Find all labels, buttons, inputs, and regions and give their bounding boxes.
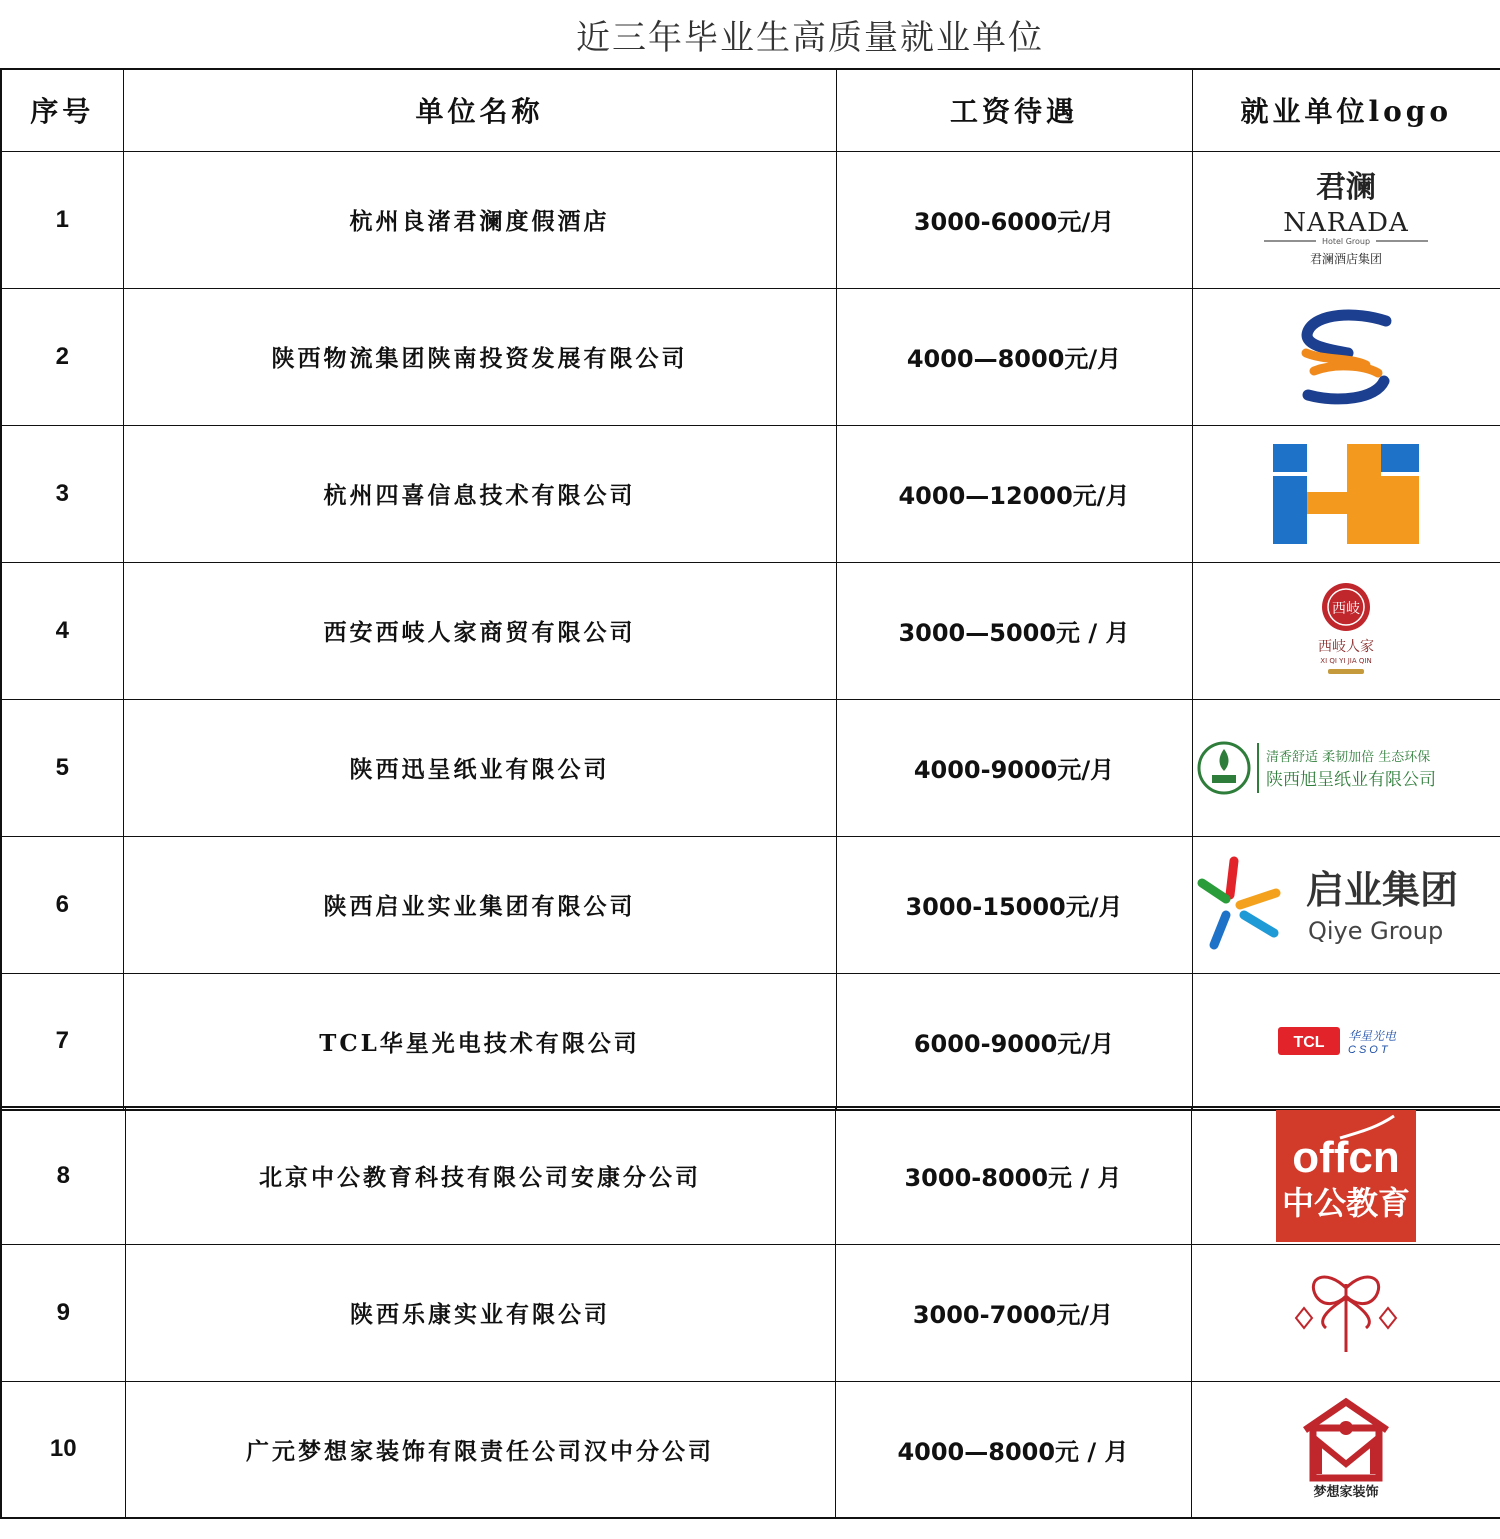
company-name: 陕西乐康实业有限公司 — [125, 1244, 835, 1381]
company-name: 陕西物流集团陕南投资发展有限公司 — [123, 288, 836, 425]
header-pay: 工资待遇 — [836, 69, 1192, 151]
logo-cell — [1192, 288, 1500, 425]
salary: 3000-8000元 / 月 — [835, 1107, 1191, 1244]
row-number: 6 — [1, 836, 123, 973]
logo-cell — [1192, 973, 1500, 1110]
logo-text: 君澜 — [1316, 169, 1377, 205]
logo-text: CSOT — [1348, 1044, 1391, 1057]
salary: 4000—8000元 / 月 — [835, 1381, 1191, 1518]
logo-text: NARADA — [1283, 207, 1410, 238]
logo-text: 中公教育 — [1281, 1183, 1410, 1222]
table-row — [1, 699, 1500, 836]
logo-cell — [1192, 151, 1500, 288]
salary: 6000-9000元/月 — [836, 973, 1192, 1110]
logo-cell — [1191, 1244, 1500, 1381]
salary: 3000-7000元/月 — [835, 1244, 1191, 1381]
logo-text: 西岐人家 — [1318, 638, 1375, 655]
header-logo: 就业单位logo — [1192, 69, 1500, 151]
row-number: 5 — [1, 699, 123, 836]
row-number: 3 — [1, 425, 123, 562]
salary: 4000—8000元/月 — [836, 288, 1192, 425]
table-row — [1, 1107, 1500, 1244]
logo-text: TCL — [1293, 1034, 1325, 1052]
header-no: 序号 — [1, 69, 123, 151]
narada-logo-icon — [1246, 165, 1446, 275]
logo-text: 梦想家装饰 — [1313, 1485, 1379, 1501]
table-row — [1, 151, 1500, 288]
logo-cell — [1191, 1107, 1500, 1244]
logo-text: 陕西旭呈纸业有限公司 — [1266, 769, 1437, 790]
company-name: TCL华星光电技术有限公司 — [123, 973, 836, 1110]
table-row — [1, 1244, 1500, 1381]
logo-text: 启业集团 — [1306, 867, 1459, 912]
logo-text: offcn — [1291, 1132, 1400, 1182]
logo-text: 华星光电 — [1348, 1029, 1397, 1044]
sixi-h-logo-icon — [1271, 442, 1421, 546]
salary: 3000—5000元 / 月 — [836, 562, 1192, 699]
company-name: 西安西岐人家商贸有限公司 — [123, 562, 836, 699]
row-number: 9 — [1, 1244, 125, 1381]
svg-text:西岐: 西岐 — [1332, 600, 1361, 617]
company-name: 陕西迅呈纸业有限公司 — [123, 699, 836, 836]
salary: 3000-6000元/月 — [836, 151, 1192, 288]
logo-cell — [1192, 562, 1500, 699]
salary: 4000—12000元/月 — [836, 425, 1192, 562]
tcl-csot-logo-icon — [1276, 1021, 1416, 1061]
row-number: 2 — [1, 288, 123, 425]
header-row — [1, 69, 1500, 151]
table-row — [1, 288, 1500, 425]
row-number: 4 — [1, 562, 123, 699]
row-number: 1 — [1, 151, 123, 288]
logo-cell — [1192, 699, 1500, 836]
lekang-dragonfly-logo-icon — [1286, 1268, 1406, 1358]
row-number: 10 — [1, 1381, 125, 1518]
row-number: 8 — [1, 1107, 125, 1244]
offcn-logo-icon — [1276, 1110, 1416, 1242]
logo-text: XI QI YI JIA QIN — [1320, 656, 1372, 665]
header-name: 单位名称 — [123, 69, 836, 151]
xucheng-paper-logo-icon — [1196, 733, 1496, 803]
salary: 4000-9000元/月 — [836, 699, 1192, 836]
table-row — [1, 1381, 1500, 1518]
employer-table-part-2 — [0, 1106, 1500, 1519]
company-name: 杭州四喜信息技术有限公司 — [123, 425, 836, 562]
shaanxi-logistics-s-logo-icon — [1286, 307, 1406, 407]
table-row — [1, 973, 1500, 1110]
company-name: 广元梦想家装饰有限责任公司汉中分公司 — [125, 1381, 835, 1518]
company-name: 陕西启业实业集团有限公司 — [123, 836, 836, 973]
employer-table-part-1 — [0, 68, 1500, 1111]
table-row — [1, 836, 1500, 973]
logo-cell — [1191, 1381, 1500, 1518]
logo-text: 君澜酒店集团 — [1310, 251, 1383, 266]
table-row — [1, 425, 1500, 562]
company-name: 北京中公教育科技有限公司安康分公司 — [125, 1107, 835, 1244]
company-name: 杭州良渚君澜度假酒店 — [123, 151, 836, 288]
salary: 3000-15000元/月 — [836, 836, 1192, 973]
mengxiangjia-house-logo-icon — [1291, 1394, 1401, 1504]
table-row — [1, 562, 1500, 699]
logo-text: Hotel Group — [1322, 236, 1371, 246]
logo-text: 清香舒适 柔韧加倍 生态环保 — [1266, 749, 1431, 765]
page-title: 近三年毕业生高质量就业单位 — [576, 18, 1044, 58]
logo-cell — [1192, 836, 1500, 973]
qiye-group-logo-icon — [1196, 855, 1496, 955]
row-number: 7 — [1, 973, 123, 1110]
logo-cell — [1192, 425, 1500, 562]
logo-text: Qiye Group — [1308, 916, 1444, 945]
xiqi-renjia-seal-logo-icon — [1286, 581, 1406, 681]
